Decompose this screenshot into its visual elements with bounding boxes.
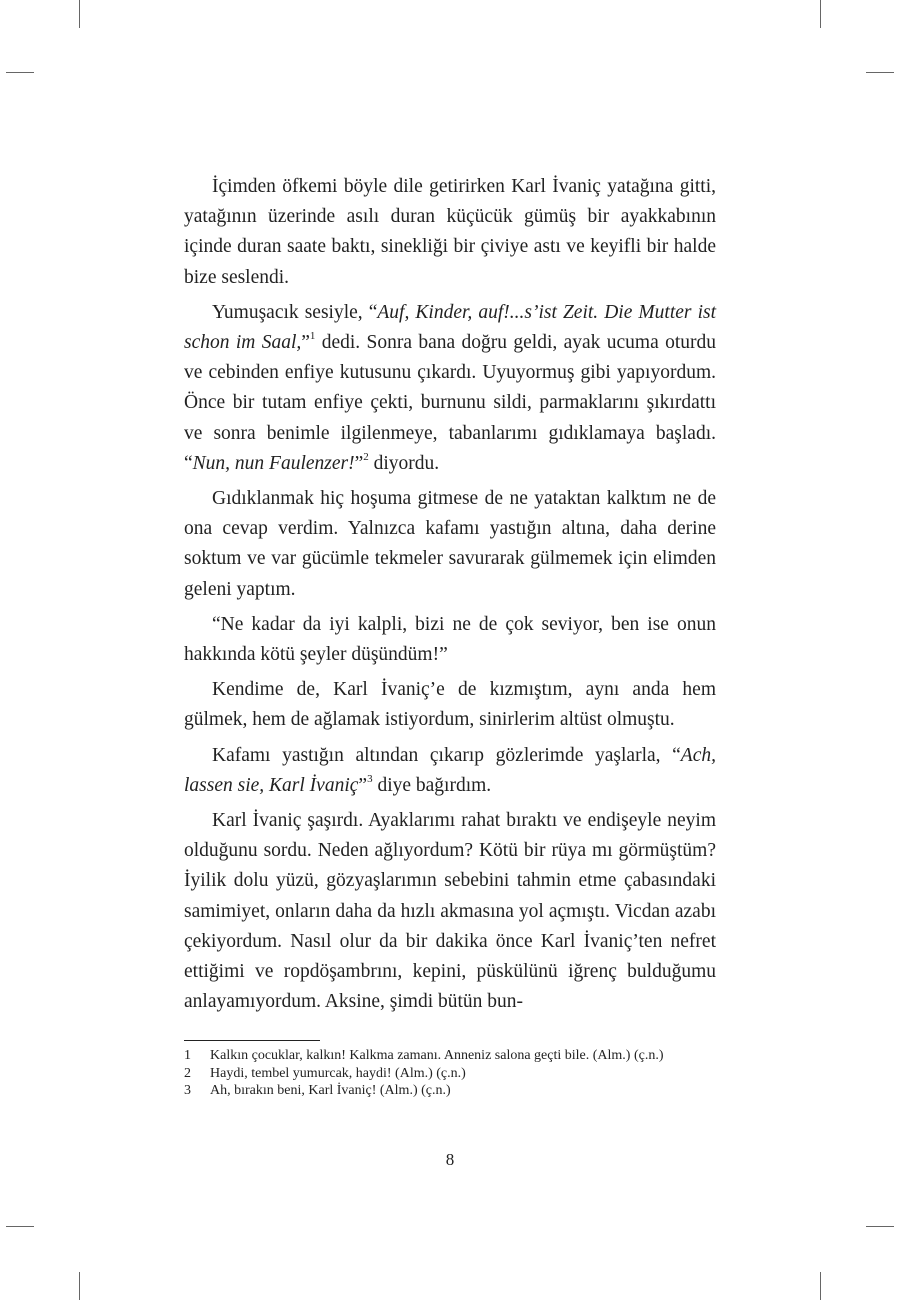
footnote bbox=[184, 1065, 716, 1083]
paragraph bbox=[184, 484, 716, 605]
crop-mark-bottom-right bbox=[820, 1272, 821, 1300]
text-run: diyordu. bbox=[368, 452, 440, 474]
crop-mark-right-bottom bbox=[866, 1226, 894, 1227]
footnote-number: 1 bbox=[184, 1048, 191, 1063]
footnote-text: Haydi, tembel yumurcak, haydi! (Alm.) (ç.n.) bbox=[210, 1065, 466, 1081]
paragraph bbox=[184, 172, 716, 293]
paragraph bbox=[184, 806, 716, 1017]
text-run: diye bağırdım. bbox=[372, 774, 492, 796]
text-run: ” bbox=[358, 774, 368, 796]
text-run: ” bbox=[301, 332, 310, 354]
italic-text: Auf, Kinder, auf!...s’ist Zeit. Die Mutter ist schon im Saal, bbox=[184, 301, 716, 354]
text-run: Kafamı yastığın altından çıkarıp gözlerimde yaşlarla, “ bbox=[212, 744, 681, 766]
italic-text: Ach, lassen sie, Karl İvaniç bbox=[184, 744, 716, 796]
crop-mark-top-left bbox=[79, 0, 80, 28]
page-number: 8 bbox=[445, 1150, 455, 1169]
text-run: ” bbox=[354, 452, 364, 474]
text-run: İçimden öfkemi böyle dile getirirken Karl İvaniç yatağına gitti, yatağının üzerinde asılı duran küçücük gümüş bir ayakkabının içinde duran saate baktı, sinekliği bir çiviye astı ve keyifli bir halde bize seslendi. bbox=[184, 176, 716, 288]
text-run: “Ne kadar da iyi kalpli, bizi ne de çok seviyor, ben ise onun hakkında kötü şeyler düşündüm!” bbox=[184, 613, 716, 666]
paragraph bbox=[184, 741, 716, 801]
footnote-separator bbox=[184, 1040, 320, 1041]
footnote bbox=[184, 1047, 716, 1065]
text-run: dedi. Sonra bana doğru geldi, ayak ucuma oturdu ve cebinden enfiye kutusunu çıkardı. Uyuyormuş gibi yapıyordum. Önce bir tutam enfiye çekti, burnunu sildi, parmaklarını şıkırdattı ve sonra benimle ilgilenmeye, tabanlarımı gıdıklamaya başladı. “ bbox=[184, 332, 716, 474]
footnote bbox=[184, 1082, 716, 1100]
crop-mark-top-right bbox=[820, 0, 821, 28]
crop-mark-left-top bbox=[6, 72, 34, 73]
footnote-ref: 2 bbox=[363, 450, 369, 463]
footnote-ref: 1 bbox=[309, 330, 316, 343]
paragraph bbox=[184, 610, 716, 670]
text-run: Karl İvaniç şaşırdı. Ayaklarımı rahat bıraktı ve endişeyle neyim olduğunu sordu. Neden ağlıyordum? Kötü bir rüya mı görmüştüm? İyilik dolu yüzü, gözyaşlarımın sebebini tahmin etme çabasındaki samimiyet, onların daha da hızlı akmasına yol açmıştı. Vicdan azabı çekiyordum. Nasıl olur da bir dakika önce Karl İvaniç’ten nefret ettiğimi ve ropdöşambrını, kepini, püskülünü iğrenç bulduğumu anlayamıyordum. Aksine, şimdi bütün bun- bbox=[184, 810, 716, 1013]
footnotes bbox=[184, 1047, 716, 1100]
paragraph bbox=[184, 675, 716, 735]
crop-mark-right-top bbox=[866, 72, 894, 73]
footnote-number: 2 bbox=[184, 1065, 191, 1081]
crop-mark-left-bottom bbox=[6, 1226, 34, 1227]
footnote-text: Ah, bırakın beni, Karl İvaniç! (Alm.) (ç.n.) bbox=[210, 1083, 451, 1098]
footnote-text: Kalkın çocuklar, kalkın! Kalkma zamanı. Anneniz salona geçti bile. (Alm.) (ç.n.) bbox=[210, 1048, 664, 1063]
footnote-ref: 3 bbox=[367, 772, 373, 785]
crop-mark-bottom-left bbox=[79, 1272, 80, 1300]
paragraph bbox=[184, 298, 716, 479]
footnote-number: 3 bbox=[184, 1083, 191, 1098]
text-run: Yumuşacık sesiyle, “ bbox=[212, 301, 378, 323]
text-run: Kendime de, Karl İvaniç’e de kızmıştım, aynı anda hem gülmek, hem de ağlamak istiyordum, sinirlerim altüst olmuştu. bbox=[184, 679, 716, 731]
body-text bbox=[184, 172, 716, 1022]
italic-text: Nun, nun Faulenzer! bbox=[192, 452, 355, 474]
text-run: Gıdıklanmak hiç hoşuma gitmese de ne yataktan kalktım ne de ona cevap verdim. Yalnızca kafamı yastığın altına, daha derine soktum ve var gücümle tekmeler savurarak gülmemek için elimden geleni yaptım. bbox=[184, 488, 716, 600]
